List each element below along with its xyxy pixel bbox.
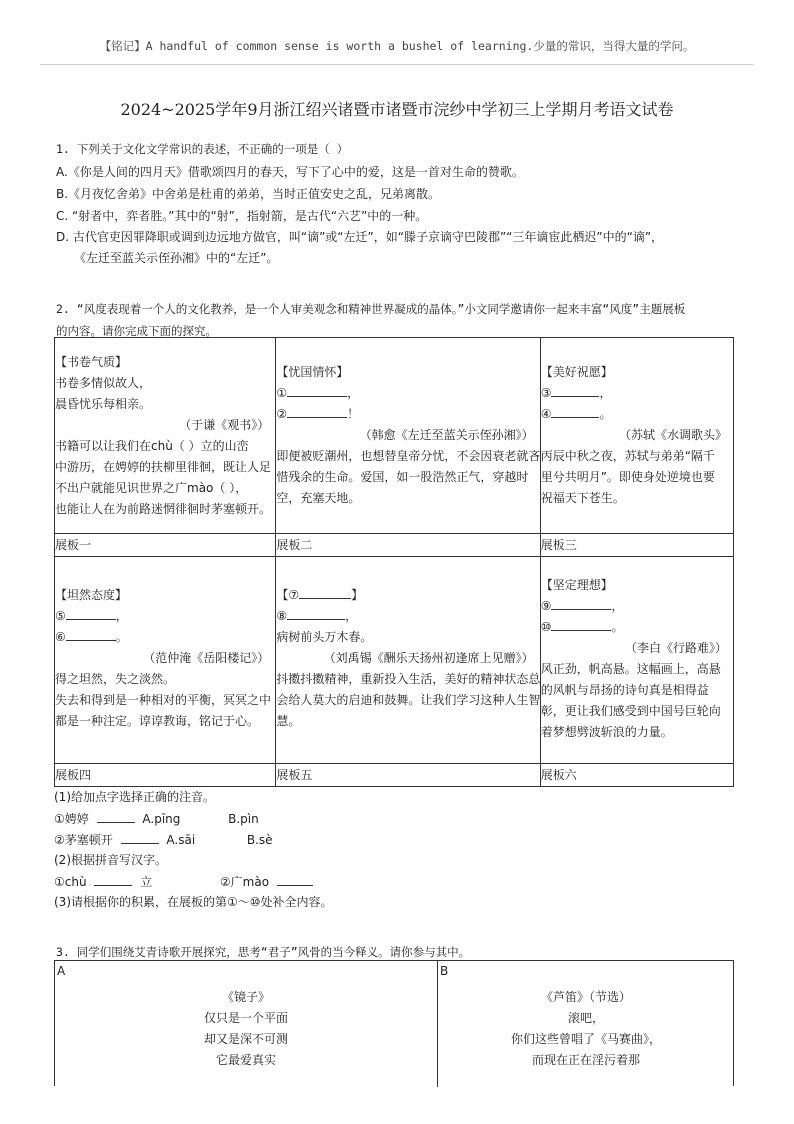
board-4-body: 都是一种注定。谆谆教诲，铭记于心。 <box>55 714 260 728</box>
poem-a-line: 它最爱真实 <box>215 1053 276 1067</box>
board-4-blank-1: ⑤ ， <box>55 609 128 623</box>
board-5-body: 会给人莫大的启迪和鼓舞。让我们学习这种人生智 <box>276 693 541 707</box>
page-title: 2024~2025学年9月浙江绍兴诸暨市诸暨市浣纱中学初三上学期月考语文试卷 <box>120 100 674 119</box>
board-1-content <box>55 338 276 534</box>
q1-option-d-cont: 《左迁至蓝关示侄孙湘》中的“左迁”。 <box>74 251 279 265</box>
board-1-line: 书卷多情似故人， <box>55 376 152 390</box>
q1-option-d: D. 古代官吏因罪降职或调到边远地方做官，叫“谪”或“左迁”，如“滕子京谪守巴陵郡”“三年谪宦此栖迟”中的“谪”， <box>56 230 664 244</box>
poem-b-line: 你们这些曾唱了《马赛曲》， <box>510 1032 661 1046</box>
board-3-content <box>540 338 733 534</box>
board-6-content <box>540 557 733 764</box>
answer-blank[interactable] <box>121 831 159 844</box>
q1-option-c: C. “射者中，弈者胜。”其中的“射”，指射箭，是古代“六艺”中的一种。 <box>56 209 428 223</box>
board-5-body: 慧。 <box>276 714 301 728</box>
board-6-body: 彰，更让我们感受到中国号巨轮向 <box>540 704 721 718</box>
board-2-label: 展板二 <box>276 534 540 557</box>
board-2-heading: 【忧国情怀】 <box>276 365 349 379</box>
fill-blank[interactable] <box>551 597 611 610</box>
board-1-source: （于谦《观书》） <box>179 418 270 432</box>
board-2-content <box>276 338 540 534</box>
q1-option-a: A.《你是人间的四月天》借歌颂四月的春天，写下了心中的爱，这是一首对生命的赞歌。 <box>56 165 524 179</box>
poem-b-tag: B <box>440 964 449 978</box>
board-4-content <box>55 557 276 764</box>
poem-b-line: 而现在正在淫污着那 <box>531 1053 640 1067</box>
board-2-blank-1: ① ， <box>276 386 360 400</box>
board-6-label: 展板六 <box>540 764 733 787</box>
board-3-label: 展板三 <box>540 534 733 557</box>
fill-blank[interactable] <box>287 384 347 397</box>
fill-blank[interactable] <box>66 607 116 620</box>
board-1-line: 晨昏忧乐每相亲。 <box>55 397 152 411</box>
q2-stem-line2: 的内容。请你完成下面的探究。 <box>56 324 217 338</box>
board-5-content <box>276 557 540 764</box>
board-4-label: 展板四 <box>55 764 276 787</box>
poem-b-cell <box>437 961 734 1087</box>
board-4-body: 失去和得到是一种相对的平衡，冥冥之中 <box>55 693 272 707</box>
q1-option-b: B.《月夜忆舍弟》中舍弟是杜甫的弟弟，当时正值安史之乱，兄弟离散。 <box>56 187 441 201</box>
board-2-blank-2: ② ！ <box>276 407 360 421</box>
motto-header: 【铭记】A handful of common sense is worth a bushel of learning.少量的常识，当得大量的学问。 <box>99 39 695 53</box>
board-4-blank-2: ⑥ 。 <box>55 630 128 644</box>
board-6-body: 风正劲，帆高悬。这幅画上，高悬 <box>540 662 721 676</box>
fill-blank[interactable] <box>551 384 599 397</box>
board-3-blank-1: ③ ， <box>540 386 612 400</box>
board-1-heading: 【书卷气质】 <box>55 355 128 369</box>
q2-sub3: (3)请根据你的积累，在展板的第①～⑩处补全内容。 <box>54 895 333 909</box>
fill-blank[interactable] <box>299 586 351 599</box>
poem-a-title: 《镜子》 <box>221 990 270 1004</box>
q2-sub2: (2)根据拼音写汉字。 <box>54 853 167 867</box>
board-6-body: 的风帆与昂扬的诗句真是相得益 <box>540 683 709 697</box>
answer-blank[interactable] <box>94 873 132 886</box>
board-6-body: 着梦想劈波斩浪的力量。 <box>540 725 673 739</box>
board-2-source: （韩愈《左迁至蓝关示侄孙湘》） <box>359 428 534 442</box>
board-5-line: 病树前头万木春。 <box>276 630 373 644</box>
board-3-heading: 【美好祝愿】 <box>540 365 613 379</box>
board-5-blank-1: ⑧ ， <box>276 609 358 623</box>
poem-a-cell <box>55 961 437 1087</box>
board-1-body: 也能让人在为前路迷惘徘徊时茅塞顿开。 <box>55 502 272 516</box>
q2-sub2-items: ①chù 立 ②广mào <box>54 873 313 890</box>
board-6-blank-2: ⑩ 。 <box>540 620 624 634</box>
q2-sub1b: ②茅塞顿开 A.sāi B.sè <box>54 833 273 847</box>
q2-stem <box>56 298 742 342</box>
board-2-body: 惜残余的生命。爱国，如一股浩然正气，穿越时 <box>276 470 529 484</box>
board-1-body: 书籍可以让我们在chù（ ）立的山峦 <box>55 439 249 453</box>
poem-table <box>54 960 734 1086</box>
board-3-source: （苏轼《水调歌头》 <box>618 428 727 442</box>
header-divider <box>40 64 754 65</box>
q2-stem-line1: 2. “风度表现着一个人的文化教养，是一个人审美观念和精神世界凝成的晶体。”小文同学邀请你一起来丰富“风度”主题展板 <box>56 302 686 316</box>
board-table <box>54 337 734 787</box>
q2-sub1a: ①娉婷 A.pīng B.pìn <box>54 812 259 826</box>
board-4-heading: 【坦然态度】 <box>55 588 128 602</box>
poem-a-tag: A <box>57 964 66 978</box>
answer-blank[interactable] <box>97 810 135 823</box>
q2-sub1: (1)给加点字选择正确的注音。 <box>54 790 215 804</box>
board-5-label: 展板五 <box>276 764 540 787</box>
board-2-body: 空，充塞天地。 <box>276 491 361 505</box>
poem-b-title: 《芦笛》（节选） <box>540 990 631 1004</box>
board-3-body: 祝福天下苍生。 <box>540 491 625 505</box>
board-4-body: 得之坦然，失之淡然。 <box>55 672 176 686</box>
fill-blank[interactable] <box>551 405 599 418</box>
board-6-source: （李白《行路难》） <box>624 641 727 655</box>
board-3-body: 丙辰中秋之夜，苏轼与弟弟“隔千 <box>540 449 715 463</box>
board-1-label: 展板一 <box>55 534 276 557</box>
q1-stem: 1. 下列关于文化文学常识的表述，不正确的一项是（ ） <box>56 142 349 156</box>
fill-blank[interactable] <box>287 405 347 418</box>
poem-a-line: 却又是深不可测 <box>203 1032 288 1046</box>
poem-a-line: 仅只是一个平面 <box>203 1011 288 1025</box>
board-3-blank-2: ④ 。 <box>540 407 612 421</box>
board-2-body: 即便被贬潮州，也想替皇帝分忧，不会因衰老就吝 <box>276 449 541 463</box>
board-4-source: （范仲淹《岳阳楼记》） <box>143 651 270 665</box>
board-1-body: 中游历，在娉婷的扶柳里徘徊，既让人足 <box>55 460 272 474</box>
fill-blank[interactable] <box>66 628 116 641</box>
fill-blank[interactable] <box>551 618 611 631</box>
board-5-source: （刘禹锡《酬乐天扬州初逢席上见赠》） <box>323 651 534 665</box>
board-6-blank-1: ⑨ ， <box>540 599 624 613</box>
answer-blank[interactable] <box>277 873 313 886</box>
fill-blank[interactable] <box>287 607 345 620</box>
board-5-heading: 【⑦ 】 <box>276 588 364 602</box>
board-1-body: 不出户就能见识世界之广mào（ ）， <box>55 481 248 495</box>
board-3-body: 里兮共明月”。即使身处逆境也要 <box>540 470 715 484</box>
board-6-heading: 【坚定理想】 <box>540 578 613 592</box>
board-5-body: 抖擞抖擞精神，重新投入生活，美好的精神状态总 <box>276 672 541 686</box>
q3-stem: 3. 同学们围绕艾青诗歌开展探究，思考“君子”风骨的当今释义。请你参与其中。 <box>56 945 471 959</box>
poem-b-line: 滚吧， <box>567 1011 604 1025</box>
